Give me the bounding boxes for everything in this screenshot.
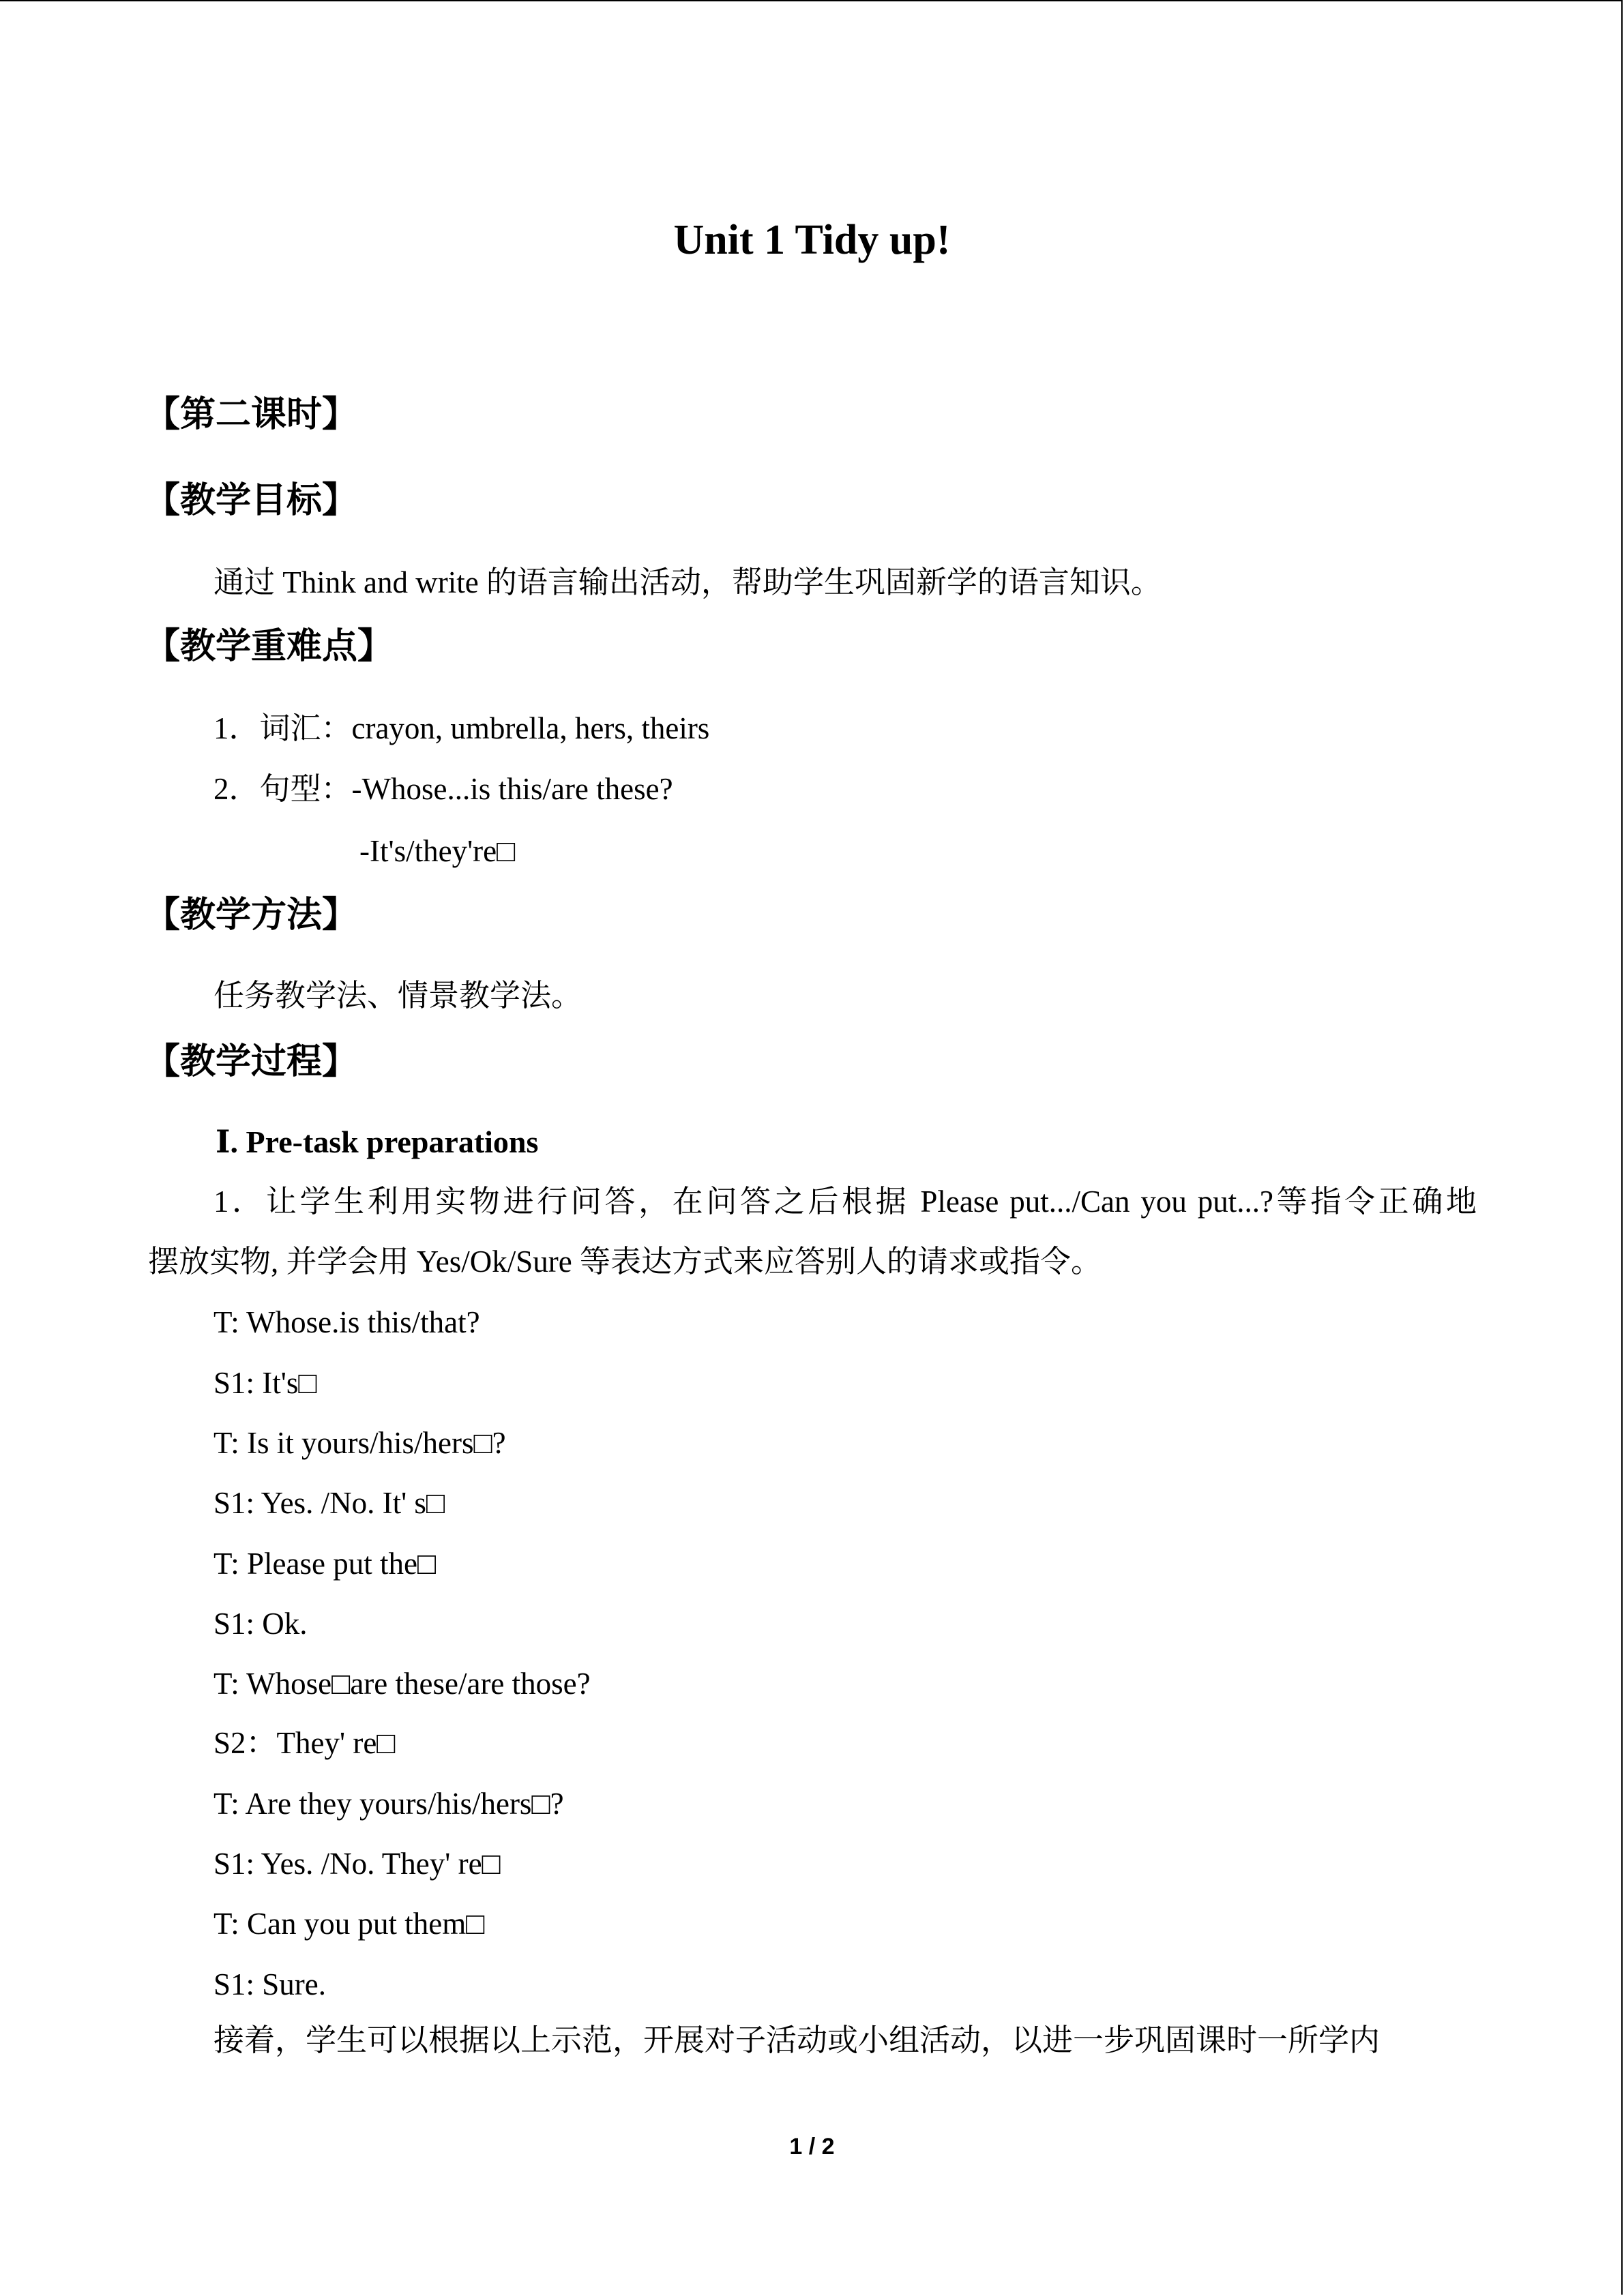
dialogue-line: S1: Yes. /No. It' s□ xyxy=(213,1486,445,1520)
heading-lesson: 【第二课时】 xyxy=(145,394,358,435)
heading-key-points: 【教学重难点】 xyxy=(145,626,394,667)
heading-objectives: 【教学目标】 xyxy=(145,480,358,521)
dialogue-line: T: Are they yours/his/hers□? xyxy=(213,1787,564,1821)
dialogue-line: T: Whose.is this/that? xyxy=(213,1305,480,1339)
dialogue-line: S1: Ok. xyxy=(213,1607,308,1641)
dialogue-line: T: Is it yours/his/hers□? xyxy=(213,1426,506,1460)
dialogue-line: S2：They' re□ xyxy=(213,1726,396,1760)
stage-pre-task: Ⅰ. Pre-task preparations xyxy=(216,1124,539,1159)
dialogue-line: T: Can you put them□ xyxy=(213,1907,485,1941)
dialogue-line: T: Whose□are these/are those? xyxy=(213,1667,591,1701)
step-1-line-1: 1．让学生利用实物进行问答，在问答之后根据 Please put.../Can you put...?等指令正确地 xyxy=(213,1184,1477,1219)
key-point-sentence-answer: -It's/they're□ xyxy=(359,834,516,868)
heading-methods: 【教学方法】 xyxy=(145,895,358,936)
dialogue-line: S1: Yes. /No. They' re□ xyxy=(213,1847,501,1881)
key-point-sentence: 2．句型：-Whose...is this/are these? xyxy=(213,772,673,806)
document-title: Unit 1 Tidy up! xyxy=(673,217,951,263)
heading-process: 【教学过程】 xyxy=(145,1041,358,1082)
dialogue-line: T: Please put the□ xyxy=(213,1547,437,1581)
methods-text: 任务教学法、情景教学法。 xyxy=(213,979,582,1013)
followup-text: 接着，学生可以根据以上示范，开展对子活动或小组活动，以进一步巩固课时一所学内 xyxy=(213,2023,1381,2057)
key-point-vocabulary: 1．词汇：crayon, umbrella, hers, theirs xyxy=(213,711,710,745)
objectives-text: 通过 Think and write 的语言输出活动，帮助学生巩固新学的语言知识。 xyxy=(213,565,1162,599)
page-number: 1 / 2 xyxy=(789,2134,835,2160)
dialogue-line: S1: It's□ xyxy=(213,1366,317,1400)
dialogue-line: S1: Sure. xyxy=(213,1967,327,2001)
step-1-line-2: 摆放实物, 并学会用 Yes/Ok/Sure 等表达方式来应答别人的请求或指令。 xyxy=(148,1244,1102,1279)
